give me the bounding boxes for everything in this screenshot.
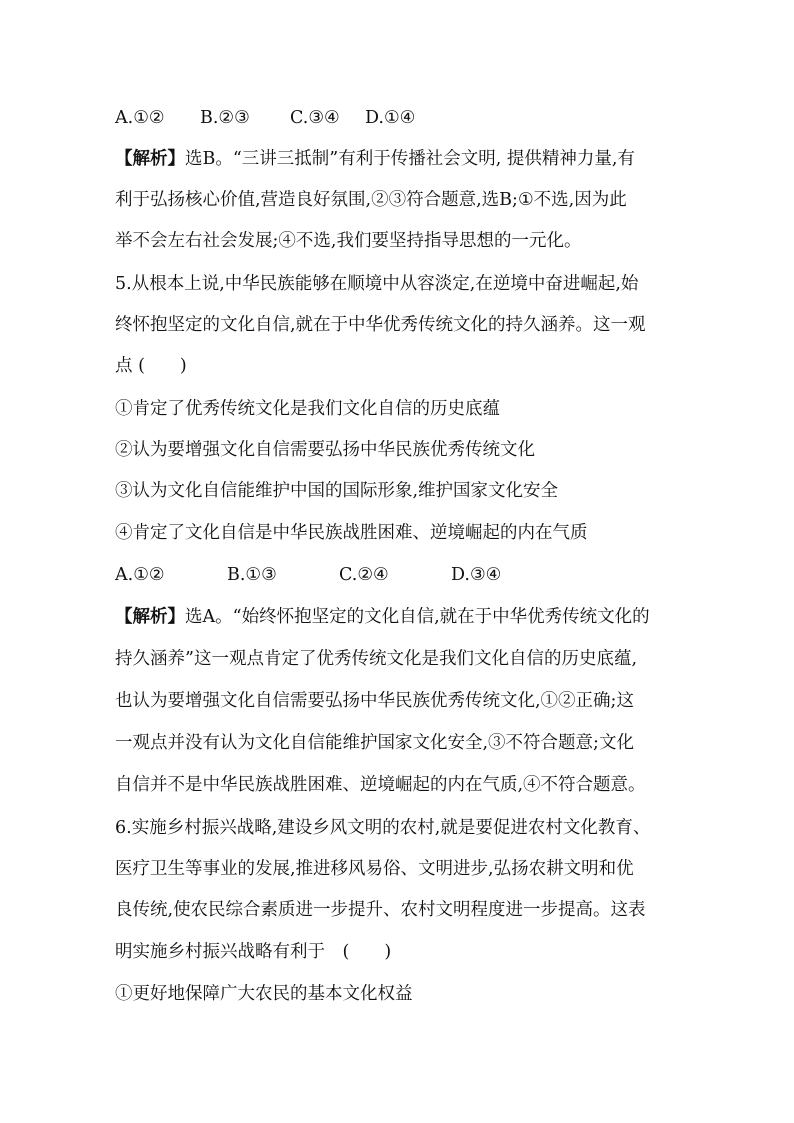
question-6-stem: 医疗卫生等事业的发展,推进移风易俗、文明进步,弘扬农耕文明和优: [115, 859, 634, 879]
analysis-line: 自信并不是中华民族战胜困难、逆境崛起的内在气质,④不符合题意。: [115, 775, 646, 795]
analysis-line: 利于弘扬核心价值,营造良好氛围,②③符合题意,选B;①不选,因为此: [115, 190, 627, 210]
option-a[interactable]: A.①②: [115, 565, 165, 585]
question-5-stem: 终怀抱坚定的文化自信,就在于中华优秀传统文化的持久涵养。这一观: [115, 315, 646, 335]
option-d[interactable]: D.①④: [365, 108, 416, 128]
question-5-stem: 5.从根本上说,中华民族能够在顺境中从容淡定,在逆境中奋进崛起,始: [115, 274, 639, 294]
analysis-tag: 【解析】: [115, 607, 185, 627]
option-a[interactable]: A.①②: [115, 108, 165, 128]
question-6-stem: 6.实施乡村振兴战略,建设乡风文明的农村,就是要促进农村文化教育、: [115, 818, 651, 838]
option-b[interactable]: B.②③: [200, 108, 250, 128]
analysis-text: 选A。“始终怀抱坚定的文化自信,就在于中华优秀传统文化的: [185, 607, 650, 627]
question-5-item: ④肯定了文化自信是中华民族战胜困难、逆境崛起的内在气质: [115, 523, 588, 543]
analysis-line: 一观点并没有认为文化自信能维护国家文化安全,③不符合题意;文化: [115, 733, 634, 753]
prev-question-options: [115, 106, 685, 130]
analysis-line: [115, 147, 685, 171]
analysis-text: 选B。“三讲三抵制”有利于传播社会文明, 提供精神力量,有: [185, 149, 635, 169]
analysis-tag: 【解析】: [115, 149, 185, 169]
question-5-options: [115, 563, 685, 587]
question-6-stem: 良传统,使农民综合素质进一步提升、农村文明程度进一步提高。这表: [115, 900, 646, 920]
question-5-item: ①肯定了优秀传统文化是我们文化自信的历史底蕴: [115, 399, 500, 419]
option-d[interactable]: D.③④: [451, 565, 502, 585]
question-5-item: ②认为要增强文化自信需要弘扬中华民族优秀传统文化: [115, 440, 535, 460]
analysis-line: 举不会左右社会发展;④不选,我们要坚持指导思想的一元化。: [115, 231, 582, 251]
question-5-stem: 点 ( ): [115, 356, 187, 376]
option-c[interactable]: C.③④: [290, 108, 340, 128]
question-6-stem: 明实施乡村振兴战略有利于 ( ): [115, 942, 392, 962]
analysis-line: 持久涵养”这一观点肯定了优秀传统文化是我们文化自信的历史底蕴,: [115, 649, 638, 669]
option-b[interactable]: B.①③: [227, 565, 277, 585]
analysis-line: 也认为要增强文化自信需要弘扬中华民族优秀传统文化,①②正确;这: [115, 691, 634, 711]
option-c[interactable]: C.②④: [339, 565, 389, 585]
analysis-line: [115, 605, 685, 629]
question-5-item: ③认为文化自信能维护中国的国际形象,维护国家文化安全: [115, 481, 559, 501]
question-6-item: ①更好地保障广大农民的基本文化权益: [115, 984, 413, 1004]
